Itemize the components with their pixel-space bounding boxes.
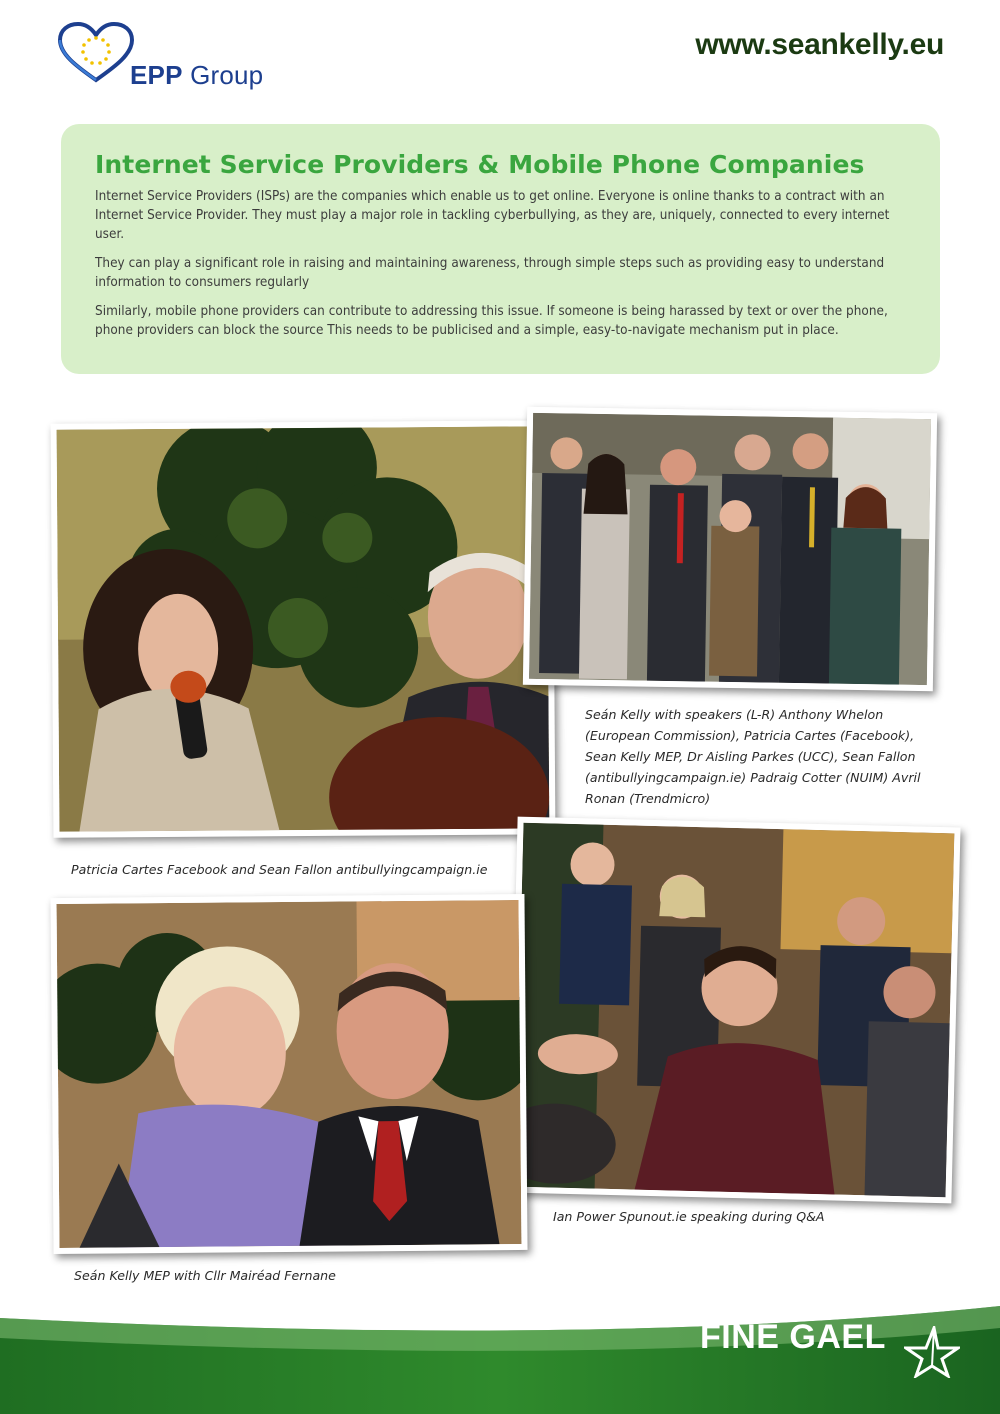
info-box-title: Internet Service Providers & Mobile Phone Companies [95,150,865,179]
info-box [61,124,940,374]
caption-speakers: Seán Kelly with speakers (L-R) Anthony Whelon (European Commission), Patricia Cartes (Facebook), Sean Kelly MEP, Dr Aisling Parkes (UCC), Sean Fallon (antibullyingcampaign.ie) Padraig Cotter (NUIM) Avril Ronan (Trendmicro) [585,707,921,806]
photo-patricia-speaking [51,420,556,837]
logo-text [130,60,263,91]
logo-text-regular: Group [190,60,264,90]
logo-text-bold: EPP [130,60,183,90]
photo-patricia-speaking-image [57,426,550,831]
photo-qa-audience-image [515,823,955,1197]
caption-fernane: Seán Kelly MEP with Cllr Mairéad Fernane [74,1268,336,1283]
website-link[interactable]: www.seankelly.eu [695,28,944,61]
info-paragraph-2: They can play a significant role in raising and maintaining awareness, through simple steps such as providing easy to understand information to consumers regularly [95,256,885,290]
star-icon [904,1326,960,1378]
fine-gael-brand: FINE GAEL [700,1318,886,1356]
caption-facebook: Patricia Cartes Facebook and Sean Fallon antibullyingcampaign.ie [71,862,488,877]
info-paragraph-1: Internet Service Providers (ISPs) are the companies which enable us to get online. Everyone is online thanks to a contract with an Internet Service Provider. They must play a major role in tackling cyberbullying, as they are, uniquely, connected to every internet user. [95,189,890,242]
caption-qa: Ian Power Spunout.ie speaking during Q&A [553,1209,825,1224]
photo-speakers-group [523,407,937,691]
photo-kelly-fernane [50,894,527,1254]
photo-speakers-group-image [529,413,931,685]
epp-group-logo [56,22,266,92]
photo-kelly-fernane-image [57,900,522,1248]
info-paragraph-3: Similarly, mobile phone providers can contribute to addressing this issue. If someone is being harassed by text or over the phone, phone providers can block the source This needs to be publicised and a simple, easy-to-navigate mechanism put in place. [95,304,888,338]
photo-qa-audience [508,817,960,1204]
heart-stars-icon [56,22,136,84]
